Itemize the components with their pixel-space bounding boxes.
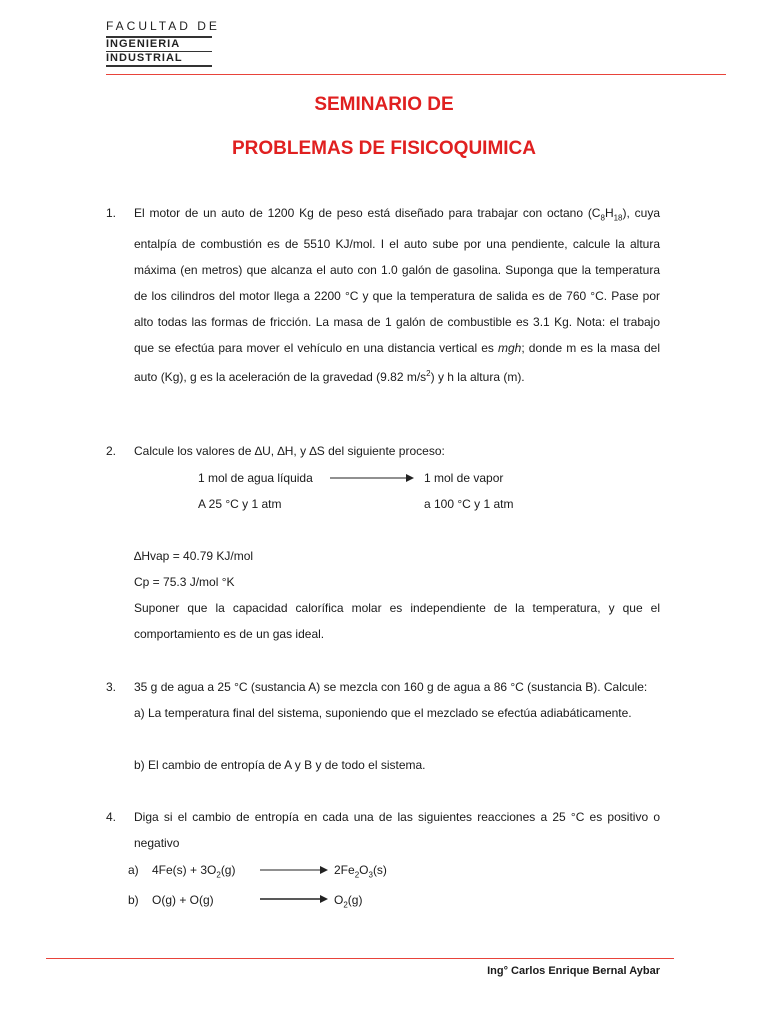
p1-italic-mgh: mgh	[498, 341, 522, 356]
p2-reactant: 1 mol de agua líquida	[198, 471, 313, 485]
faculty-logo	[106, 19, 220, 66]
p1-sup-2: 2	[426, 369, 431, 379]
title-seminario: SEMINARIO DE	[314, 94, 454, 115]
problem-2-intro: Calcule los valores de ∆U, ∆H, y ∆S del siguiente proceso:	[134, 444, 445, 458]
footer-author: Ing° Carlos Enrique Bernal Aybar	[487, 965, 660, 977]
p4-b-arrow-icon	[260, 893, 328, 905]
logo-frame	[106, 36, 212, 67]
p2-note: Suponer que la capacidad calorífica molar es independiente de la temperatura, y que el comportamiento es de un gas ideal.	[134, 601, 660, 641]
p3-part-a: a) La temperatura final del sistema, suponiendo que el mezclado se efectúa adiabáticamente.	[134, 706, 632, 720]
problem-1-number: 1.	[106, 206, 117, 220]
p4-a-product: $2Fe_2O_3(s)$	[334, 863, 387, 880]
problem-4-number: 4.	[106, 810, 117, 824]
p1-text-d: ; donde m es la masa del auto (Kg), g es la aceleración de la gravedad (9.82 m/s	[134, 341, 661, 385]
p2-product: 1 mol de vapor	[424, 471, 504, 485]
p2-reactant-conditions: A 25 °C y 1 atm	[198, 497, 282, 511]
p4-a-reactants: $4Fe(s) + 3O_2(g)$	[152, 863, 236, 880]
logo-line-faculty: FACULTAD DE	[106, 19, 220, 33]
p1-text-e: ) y h la altura (m).	[430, 370, 525, 385]
p2-cp: Cp = 75.3 J/mol °K	[134, 575, 235, 589]
p2-arrow-icon	[330, 472, 414, 484]
header-rule	[106, 74, 726, 75]
problem-4-intro: Diga si el cambio de entropía en cada una de las siguientes reacciones a 25 °C es positivo o negativo	[134, 810, 660, 850]
problem-3-intro: 35 g de agua a 25 °C (sustancia A) se mezcla con 160 g de agua a 86 °C (sustancia B). Calcule:	[134, 680, 648, 694]
footer-rule	[46, 958, 674, 959]
p2-product-conditions: a 100 °C y 1 atm	[424, 497, 514, 511]
p1-text-c: ), cuya entalpía de combustión es de 5510 KJ/mol. I el auto sube por una pendiente, calcule la altura máxima (en metros) que alcanza el auto con 1.0 galón de gasolina. Suponga que la temperatura de los cilindros del motor llega a 2200 °C y que la temperatura de salida es de 760 °C. Pase por alto todas las formas de fricción. La masa de 1 galón de combustible es 3.1 Kg. Nota: el trabajo que se efectúa para mover el vehículo en una distancia vertical es	[134, 206, 660, 356]
p4-b-label: b)	[128, 893, 139, 907]
logo-line-ingenieria: INGENIERIA	[106, 38, 181, 50]
p1-sub-c: 8	[600, 213, 605, 223]
problem-3-number: 3.	[106, 680, 117, 694]
p4-b-product: $O_2(g)$	[334, 893, 363, 910]
p4-a-arrow-icon	[260, 864, 328, 876]
p3-part-b: b) El cambio de entropía de A y B y de todo el sistema.	[134, 758, 426, 772]
p1-sub-h: 18	[613, 213, 623, 223]
p4-a-label: a)	[128, 863, 139, 877]
p1-text-a: El motor de un auto de 1200 Kg de peso está diseñado para trabajar con octano (C	[134, 206, 601, 220]
p2-dhvap: ∆Hvap = 40.79 KJ/mol	[134, 549, 254, 563]
problem-2-number: 2.	[106, 444, 117, 458]
problem-1-text	[134, 200, 660, 390]
logo-line-industrial: INDUSTRIAL	[106, 52, 183, 64]
p4-b-reactants: O(g) + O(g)	[152, 893, 214, 907]
p1-text-b: H	[604, 206, 614, 220]
title-problemas: PROBLEMAS DE FISICOQUIMICA	[231, 138, 536, 159]
